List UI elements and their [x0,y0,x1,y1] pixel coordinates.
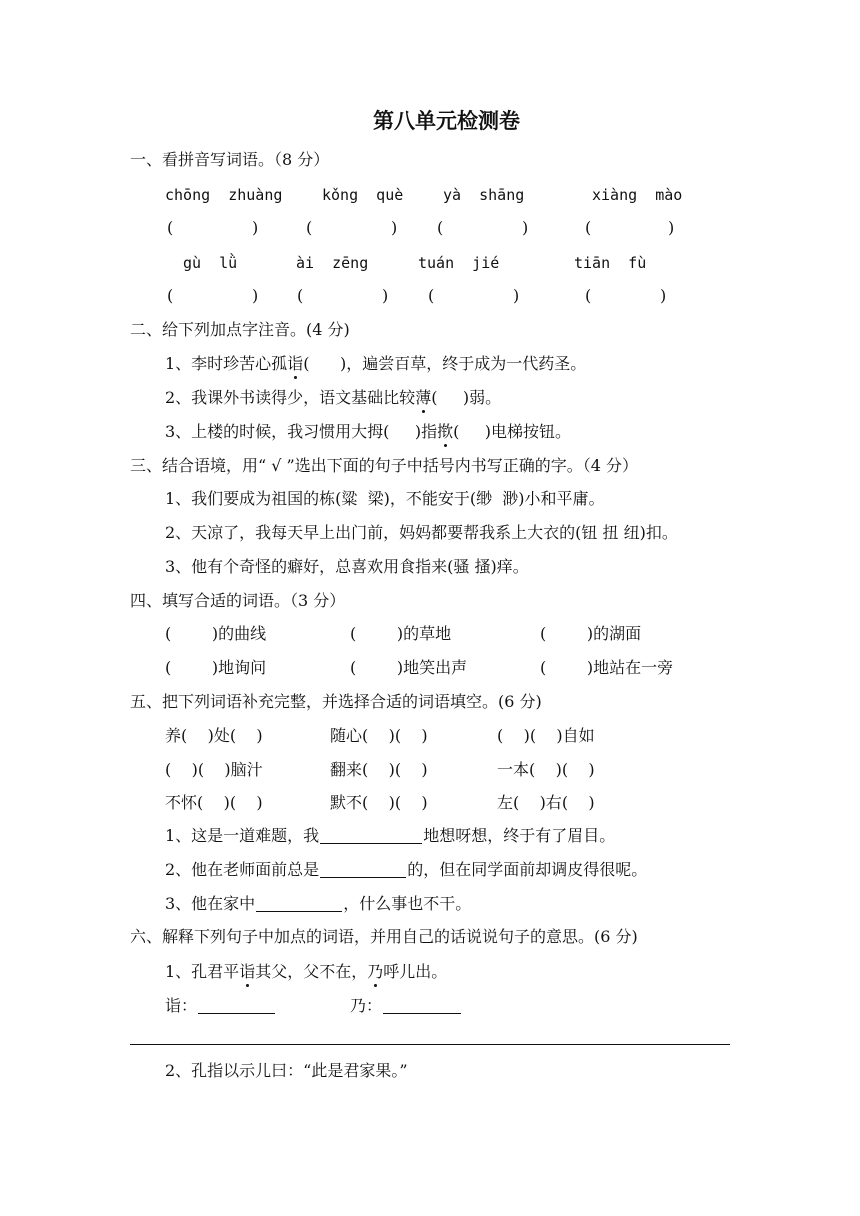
fill-word: ( )地笑出声 [350,658,468,677]
question-5-2: 2、他在老师面前总是 的，但在同学面前却调皮得很呢。 [165,860,648,879]
pinyin-7: tuán jié [418,254,500,272]
answer-paren-open: ( [306,218,313,237]
idiom: ( )( )脑汁 [165,760,263,779]
answer-row: 乃： [350,996,462,1016]
answer-paren-close: ) [391,218,398,237]
pinyin-8: tiān fù [574,254,647,272]
pinyin-1: chōng zhuàng [165,186,283,204]
answer-paren-open: ( [167,218,174,237]
dotted-char: 诣 [239,962,256,981]
answer-paren-open: ( [585,286,592,305]
question-6-1: 1、孔君平诣其父，父不在，乃呼儿出。 [165,962,448,981]
question-3-1: 1、我们要成为祖国的栋(粱 梁)，不能安于(缈 渺)小和平庸。 [165,489,605,508]
section-1-heading: 一、看拼音写词语。（8 分） [130,150,330,169]
dotted-char: 揿 [437,422,454,441]
section-4-heading: 四、填写合适的词语。（3 分） [130,591,346,610]
idiom: 养( )处( ) [165,726,263,745]
idiom: 一本( )( ) [497,760,595,779]
pinyin-6: ài zēng [296,254,369,272]
pinyin-2: kǒng què [322,186,404,204]
answer-paren-open: ( [167,286,174,305]
answer-paren-close: ) [382,286,389,305]
section-6-heading: 六、解释下列句子中加点的词语，并用自己的话说说句子的意思。(6 分) [130,927,638,946]
idiom: 左( )右( ) [497,793,595,812]
dotted-char: 诣 [287,354,304,373]
section-2-heading: 二、给下列加点字注音。(4 分) [130,320,350,339]
question-5-1: 1、这是一道难题，我 地想呀想，终于有了眉目。 [165,826,616,845]
answer-line[interactable] [130,1044,730,1045]
answer-paren-close: ) [513,286,520,305]
page-title: 第八单元检测卷 [373,108,520,133]
section-3-heading: 三、结合语境，用“ √ ”选出下面的句子中括号内书写正确的字。（4 分） [130,456,638,475]
fill-word: ( )地站在一旁 [540,658,674,677]
pinyin-4: xiàng mào [592,186,683,204]
fill-word: ( )的草地 [350,624,452,643]
question-5-3: 3、他在家中 ，什么事也不干。 [165,894,472,913]
idiom: 默不( )( ) [330,793,428,812]
fill-word: ( )的湖面 [540,624,642,643]
answer-paren-close: ) [252,286,259,305]
question-2-2: 2、我课外书读得少，语文基础比较薄( )弱。 [165,388,502,407]
answer-blank[interactable] [320,861,406,878]
dotted-char: 薄 [415,388,432,407]
pinyin-5: gù lǜ [183,254,238,272]
answer-blank[interactable] [320,827,422,844]
answer-paren-open: ( [297,286,304,305]
answer-paren-close: ) [522,218,529,237]
question-3-3: 3、他有个奇怪的癖好，总喜欢用食指来(骚 搔)痒。 [165,557,529,576]
idiom: 不怀( )( ) [165,793,263,812]
question-6-2: 2、孔指以示儿曰：“此是君家果。” [165,1061,408,1080]
answer-blank[interactable] [256,895,342,912]
answer-paren-close: ) [660,286,667,305]
answer-paren-open: ( [585,218,592,237]
idiom: 翻来( )( ) [330,760,428,779]
answer-paren-open: ( [428,286,435,305]
question-2-3: 3、上楼的时候，我习惯用大拇( )指揿( )电梯按钮。 [165,422,572,441]
answer-blank[interactable] [198,997,275,1014]
question-2-1: 1、李时珍苦心孤诣( )，遍尝百草，终于成为一代药圣。 [165,354,587,373]
fill-word: ( )地询问 [165,658,267,677]
question-3-2: 2、天凉了，我每天早上出门前，妈妈都要帮我系上大衣的(钮 扭 纽)扣。 [165,523,678,542]
answer-paren-open: ( [437,218,444,237]
pinyin-3: yà shāng [443,186,525,204]
dotted-char: 乃 [367,962,384,981]
idiom: 随心( )( ) [330,726,428,745]
answer-row: 诣： [165,996,276,1016]
answer-paren-close: ) [668,218,675,237]
answer-paren-close: ) [252,218,259,237]
section-5-heading: 五、把下列词语补充完整，并选择合适的词语填空。(6 分) [130,692,542,711]
fill-word: ( )的曲线 [165,624,267,643]
answer-blank[interactable] [383,997,461,1014]
idiom: ( )( )自如 [497,726,595,745]
